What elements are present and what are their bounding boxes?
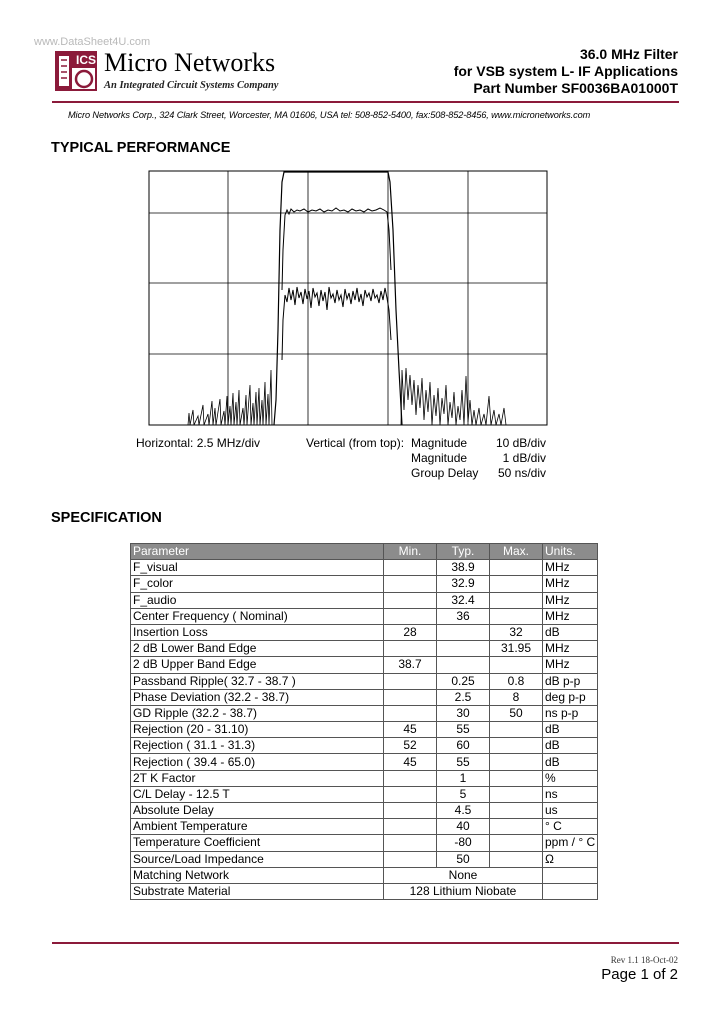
horizontal-scale: Horizontal: 2.5 MHz/div xyxy=(136,436,261,450)
column-header: Min. xyxy=(384,544,437,560)
table-cell xyxy=(437,624,490,640)
table-cell: ns p-p xyxy=(543,705,598,721)
table-cell xyxy=(384,673,437,689)
table-cell xyxy=(490,754,543,770)
table-cell: dB xyxy=(543,624,598,640)
table-cell: Rejection (20 - 31.10) xyxy=(131,722,384,738)
section-heading-performance: TYPICAL PERFORMANCE xyxy=(51,140,231,156)
table-row xyxy=(131,819,598,835)
table-cell: 2 dB Lower Band Edge xyxy=(131,641,384,657)
column-header: Units. xyxy=(543,544,598,560)
table-cell xyxy=(490,592,543,608)
table-row xyxy=(131,657,598,673)
table-cell xyxy=(543,883,598,899)
table-cell: ns xyxy=(543,786,598,802)
table-cell: 55 xyxy=(437,722,490,738)
table-cell xyxy=(384,576,437,592)
table-row xyxy=(131,705,598,721)
table-cell: 40 xyxy=(437,819,490,835)
table-cell: 4.5 xyxy=(437,803,490,819)
table-cell: 50 xyxy=(437,851,490,867)
table-row xyxy=(131,608,598,624)
table-cell: Passband Ripple( 32.7 - 38.7 ) xyxy=(131,673,384,689)
table-cell xyxy=(490,851,543,867)
table-cell: dB xyxy=(543,722,598,738)
table-cell xyxy=(384,819,437,835)
table-cell: deg p-p xyxy=(543,689,598,705)
table-cell: 52 xyxy=(384,738,437,754)
table-cell: Source/Load Impedance xyxy=(131,851,384,867)
table-cell xyxy=(384,608,437,624)
table-cell: Ambient Temperature xyxy=(131,819,384,835)
table-cell: Rejection ( 39.4 - 65.0) xyxy=(131,754,384,770)
table-cell xyxy=(384,786,437,802)
watermark-text: www.DataSheet4U.com xyxy=(34,36,151,48)
table-cell: MHz xyxy=(543,576,598,592)
table-row xyxy=(131,835,598,851)
product-subtitle: for VSB system L- IF Applications xyxy=(453,63,678,79)
table-cell xyxy=(384,641,437,657)
table-cell xyxy=(490,722,543,738)
table-cell: us xyxy=(543,803,598,819)
table-cell: 1 xyxy=(437,770,490,786)
table-cell: C/L Delay - 12.5 T xyxy=(131,786,384,802)
table-cell: ° C xyxy=(543,819,598,835)
table-cell xyxy=(384,705,437,721)
table-cell xyxy=(384,770,437,786)
table-cell: 45 xyxy=(384,754,437,770)
table-row xyxy=(131,673,598,689)
table-cell: MHz xyxy=(543,657,598,673)
table-cell: ppm / ° C xyxy=(543,835,598,851)
table-cell xyxy=(490,608,543,624)
table-cell: 36 xyxy=(437,608,490,624)
vertical-scale-label: Vertical (from top): xyxy=(306,436,405,450)
table-cell: Ω xyxy=(543,851,598,867)
table-row xyxy=(131,592,598,608)
table-cell: Absolute Delay xyxy=(131,803,384,819)
performance-graph xyxy=(148,170,548,426)
table-row xyxy=(131,786,598,802)
page-number: Page 1 of 2 xyxy=(601,966,678,983)
table-cell xyxy=(384,560,437,576)
table-row xyxy=(131,754,598,770)
table-cell xyxy=(490,576,543,592)
table-cell: 50 xyxy=(490,705,543,721)
table-cell: 32 xyxy=(490,624,543,640)
table-cell xyxy=(437,641,490,657)
column-header: Max. xyxy=(490,544,543,560)
table-cell: Temperature Coefficient xyxy=(131,835,384,851)
scale-name: Magnitude xyxy=(411,451,468,465)
table-cell: 0.25 xyxy=(437,673,490,689)
table-cell: 8 xyxy=(490,689,543,705)
table-cell: 5 xyxy=(437,786,490,802)
table-cell xyxy=(490,560,543,576)
product-title: 36.0 MHz Filter xyxy=(579,46,678,62)
table-cell xyxy=(384,835,437,851)
table-cell: 30 xyxy=(437,705,490,721)
table-cell: Rejection ( 31.1 - 31.3) xyxy=(131,738,384,754)
scale-value: 50 ns/div xyxy=(497,466,546,480)
footer-rule xyxy=(52,942,679,944)
table-cell: dB xyxy=(543,738,598,754)
table-cell: % xyxy=(543,770,598,786)
table-row xyxy=(131,689,598,705)
table-cell: 32.4 xyxy=(437,592,490,608)
table-cell: Matching Network xyxy=(131,867,384,883)
scale-name: Group Delay xyxy=(411,466,479,480)
table-cell xyxy=(384,851,437,867)
specification-table xyxy=(130,543,598,900)
table-cell: None xyxy=(384,867,543,883)
section-heading-specification: SPECIFICATION xyxy=(51,510,162,526)
table-cell xyxy=(490,738,543,754)
table-cell: 38.7 xyxy=(384,657,437,673)
ics-logo xyxy=(54,48,100,94)
company-name: Micro Networks xyxy=(104,48,276,77)
table-cell: 55 xyxy=(437,754,490,770)
table-cell: 0.8 xyxy=(490,673,543,689)
part-number: Part Number SF0036BA01000T xyxy=(473,80,678,96)
header-rule xyxy=(52,101,679,103)
table-row xyxy=(131,576,598,592)
table-row xyxy=(131,770,598,786)
table-header-row xyxy=(131,544,598,560)
table-cell: 31.95 xyxy=(490,641,543,657)
column-header: Typ. xyxy=(437,544,490,560)
table-cell xyxy=(384,689,437,705)
table-cell: 60 xyxy=(437,738,490,754)
table-row xyxy=(131,803,598,819)
table-cell xyxy=(490,819,543,835)
table-cell xyxy=(490,657,543,673)
table-cell: MHz xyxy=(543,608,598,624)
scale-value: 1 dB/div xyxy=(502,451,546,465)
company-address: Micro Networks Corp., 324 Clark Street, Worcester, MA 01606, USA tel: 508-852-5400, fax:508-852-8456, www.micronetworks.com xyxy=(68,110,591,120)
scale-name: Magnitude xyxy=(411,436,468,450)
revision-text: Rev 1.1 18-Oct-02 xyxy=(610,955,678,965)
table-cell xyxy=(490,770,543,786)
table-cell: dB xyxy=(543,754,598,770)
table-cell xyxy=(384,803,437,819)
table-row xyxy=(131,722,598,738)
table-cell: 2 dB Upper Band Edge xyxy=(131,657,384,673)
table-cell: 128 Lithium Niobate xyxy=(384,883,543,899)
column-header: Parameter xyxy=(131,544,384,560)
table-cell: F_audio xyxy=(131,592,384,608)
table-cell: 38.9 xyxy=(437,560,490,576)
table-cell: Insertion Loss xyxy=(131,624,384,640)
table-cell: MHz xyxy=(543,592,598,608)
table-cell: 2.5 xyxy=(437,689,490,705)
table-row xyxy=(131,851,598,867)
table-cell: 32.9 xyxy=(437,576,490,592)
table-cell: 45 xyxy=(384,722,437,738)
table-cell: GD Ripple (32.2 - 38.7) xyxy=(131,705,384,721)
table-cell xyxy=(490,803,543,819)
table-cell: F_visual xyxy=(131,560,384,576)
table-row xyxy=(131,560,598,576)
table-cell: 28 xyxy=(384,624,437,640)
table-cell xyxy=(543,867,598,883)
table-cell: Substrate Material xyxy=(131,883,384,899)
table-row xyxy=(131,867,598,883)
table-row xyxy=(131,624,598,640)
table-cell: Phase Deviation (32.2 - 38.7) xyxy=(131,689,384,705)
table-cell: 2T K Factor xyxy=(131,770,384,786)
table-cell: Center Frequency ( Nominal) xyxy=(131,608,384,624)
table-cell: MHz xyxy=(543,641,598,657)
company-tagline: An Integrated Circuit Systems Company xyxy=(104,80,279,91)
logo-text: ICS xyxy=(76,53,97,67)
table-cell: MHz xyxy=(543,560,598,576)
table-cell: dB p-p xyxy=(543,673,598,689)
table-row xyxy=(131,883,598,899)
table-row xyxy=(131,641,598,657)
table-cell xyxy=(384,592,437,608)
table-row xyxy=(131,738,598,754)
table-cell xyxy=(490,835,543,851)
scale-value: 10 dB/div xyxy=(495,436,546,450)
table-cell xyxy=(437,657,490,673)
table-cell: F_color xyxy=(131,576,384,592)
table-cell xyxy=(490,786,543,802)
table-cell: -80 xyxy=(437,835,490,851)
